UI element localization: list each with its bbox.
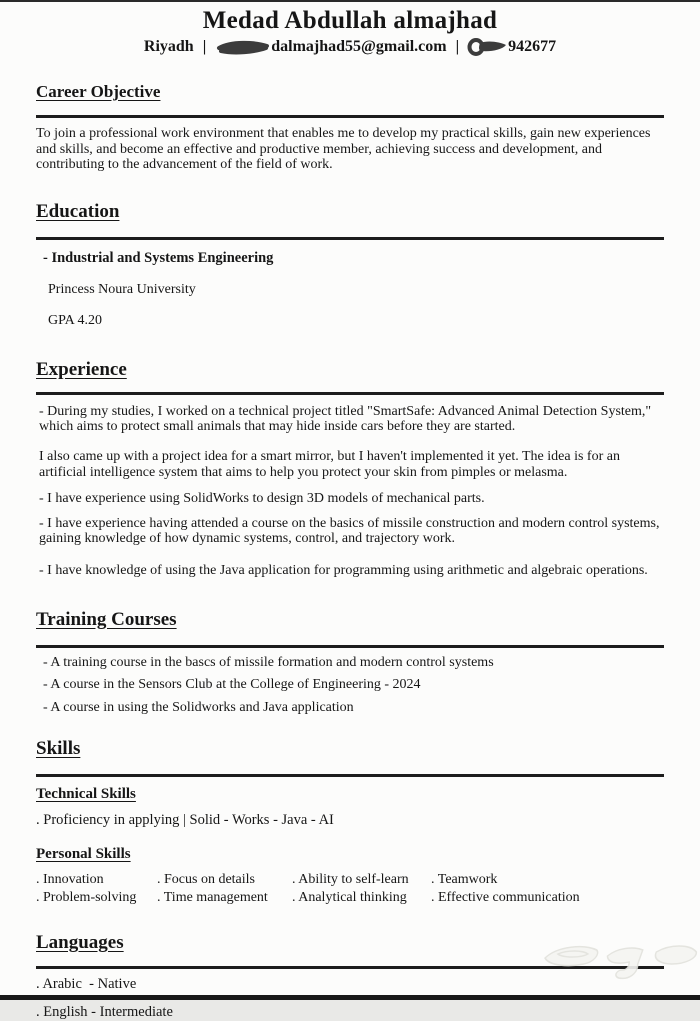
personal-skills-grid [36,871,664,907]
education-gpa: GPA 4.20 [48,312,102,328]
section-rule [36,774,664,777]
technical-skills-subtitle: Technical Skills [36,786,136,803]
section-rule [36,645,664,648]
email-block [215,38,446,56]
training-course-item: - A training course in the bascs of missile formation and modern control systems [43,654,494,670]
section-title-education: Education [36,200,120,222]
separator-pipe: | [202,38,207,55]
experience-item: - I have experience using SolidWorks to design 3D models of mechanical parts. [39,491,485,507]
section-title-skills: Skills [36,738,81,760]
language-item: . English - Intermediate [36,1004,173,1021]
experience-item: - During my studies, I worked on a technical project titled "SmartSafe: Advanced Animal Detection System," which aims to protect small animals that may hide inside cars before they are started. [39,403,652,435]
education-degree: - Industrial and Systems Engineering [43,249,274,266]
email-text: dalmajhad55@gmail.com [271,38,447,55]
personal-skill-item: . Analytical thinking [292,890,407,906]
section-rule [36,392,664,395]
technical-skill-item: . Proficiency in applying | Solid - Works - Java - AI [36,812,334,829]
section-rule [36,237,664,240]
section-title-career-objective: Career Objective [36,82,161,101]
phone-text: 942677 [508,38,557,55]
phone-block [468,38,556,56]
candidate-name: Medad Abdullah almajhad [202,7,498,34]
location-text: Riyadh [143,38,194,55]
haraj-watermark [533,930,698,990]
personal-skill-item: . Ability to self-learn [292,872,409,888]
personal-skill-item: . Time management [157,890,268,906]
experience-item: I also came up with a project idea for a smart mirror, but I haven't implemented it yet. The idea is for an artificial intelligence system that aims to help you protect your skin from pimples or melasma. [39,448,620,480]
photo-bottom-edge [0,995,700,1000]
personal-skill-item: . Teamwork [431,872,498,888]
training-course-item: - A course in the Sensors Club at the College of Engineering - 2024 [43,677,421,693]
separator-pipe: | [455,38,460,55]
personal-skills-subtitle: Personal Skills [36,846,131,863]
section-title-training-courses: Training Courses [36,608,177,630]
email-redaction-scribble [215,39,271,56]
language-item: . Arabic - Native [36,976,137,993]
education-university: Princess Noura University [48,281,196,297]
personal-skill-item: . Innovation [36,872,104,888]
photo-top-edge [0,0,700,2]
personal-skill-item: . Effective communication [431,890,580,906]
section-title-experience: Experience [36,358,127,380]
section-rule [36,115,664,118]
experience-item: - I have experience having attended a course on the basics of missile construction and modern control systems, gaining knowledge of how dynamic systems, control, and trajectory work. [39,515,660,547]
personal-skill-item: . Focus on details [157,872,255,888]
personal-skill-item: . Problem-solving [36,890,137,906]
section-title-languages: Languages [36,932,124,954]
experience-item: - I have knowledge of using the Java application for programming using arithmetic and algebraic operations. [39,562,648,578]
training-course-item: - A course in using the Solidworks and Java application [43,699,354,715]
contact-line [36,38,664,56]
career-objective-paragraph: To join a professional work environment that enables me to develop my practical skills, gain new experiences and skills, and become an effective and productive member, achieving success and development, and contributing to the advancement of the field of work. [36,126,651,173]
phone-redaction-scribble [468,38,508,56]
